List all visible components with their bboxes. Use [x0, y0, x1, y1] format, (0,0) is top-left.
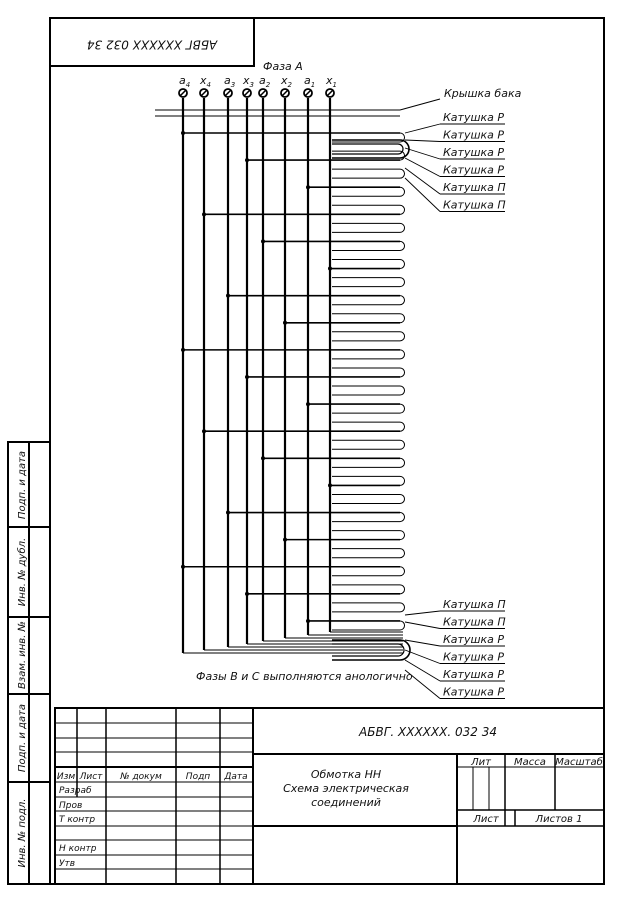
- bottom-coil-label: Катушка Р: [443, 685, 505, 699]
- coil-loop: [400, 494, 405, 503]
- mass-label: Масса: [514, 757, 546, 768]
- coil-leader: [405, 140, 440, 142]
- bottom-coil-leaders: [405, 598, 506, 699]
- junction-dot: [261, 239, 265, 243]
- coil-leader: [405, 158, 440, 177]
- coil-leader: [405, 622, 440, 629]
- junction-dot: [306, 402, 310, 406]
- side-strip: [8, 442, 50, 884]
- terminal-slash: [305, 90, 311, 96]
- terminal-slash: [244, 90, 250, 96]
- coil-loop: [400, 531, 405, 540]
- terminal-label: $a_2$: [259, 74, 271, 89]
- terminal-label: $a_4$: [179, 74, 191, 89]
- junction-dot: [245, 158, 249, 162]
- title-line-2: Схема электрическая: [283, 782, 409, 795]
- sheets-label: Листов 1: [535, 814, 583, 825]
- scale-label: Масштаб: [555, 757, 603, 768]
- tank-cover: [155, 99, 440, 116]
- top-coil-label: Катушка Р: [443, 163, 505, 177]
- coil-loop: [400, 296, 405, 305]
- top-coil-leaders: [405, 111, 506, 212]
- bottom-coil-label: Катушка Р: [443, 633, 505, 646]
- sheet-label: Лист: [473, 814, 499, 825]
- terminal-slash: [260, 90, 266, 96]
- terminal-slash: [327, 90, 333, 96]
- terminal-label: $a_3$: [224, 74, 236, 89]
- coil-leader: [405, 168, 440, 194]
- coil-leader: [405, 640, 440, 646]
- top-coil-loop: [332, 140, 409, 158]
- coil-loop: [400, 422, 405, 431]
- terminal-slash: [201, 90, 207, 96]
- col-doc: № докум: [120, 772, 162, 782]
- side-label-sign-date-2: Подп. и дата: [17, 703, 28, 773]
- junction-dot: [306, 619, 310, 623]
- terminal-labels: [179, 74, 337, 89]
- junction-dot: [181, 565, 185, 569]
- coil-loop: [400, 513, 405, 522]
- junction-dot: [283, 321, 287, 325]
- coil-loop: [400, 585, 405, 594]
- coil-loop: [400, 440, 405, 449]
- title-line-3: соединений: [311, 796, 381, 809]
- terminal-label: $a_1$: [304, 74, 316, 89]
- coil-loop: [400, 332, 405, 341]
- col-list: Лист: [79, 772, 103, 782]
- side-label-replace-inv: Взам. инв. №: [17, 621, 28, 689]
- row-tech-control: Т контр: [59, 815, 96, 825]
- bottom-coil-label: Катушка П: [443, 598, 506, 611]
- row-approved: Утв: [59, 859, 76, 869]
- lit-label: Лит: [471, 757, 491, 768]
- col-izm: Изм: [56, 772, 76, 782]
- coil-loop: [400, 404, 405, 413]
- top-coil-label: Катушка П: [443, 181, 506, 194]
- junction-dot: [202, 212, 206, 216]
- coil-loop: [400, 621, 405, 630]
- tank-cover-label: Крышка бака: [444, 87, 522, 100]
- junction-dot: [245, 375, 249, 379]
- coil-loop: [400, 278, 405, 287]
- side-label-dup-inv: Инв. № дубл.: [17, 537, 28, 607]
- junction-dot: [328, 483, 332, 487]
- junction-dot: [181, 131, 185, 135]
- bottom-coil-label: Катушка Р: [443, 650, 505, 664]
- junction-dot: [202, 429, 206, 433]
- junction-dot: [328, 267, 332, 271]
- coil-leader: [405, 178, 440, 212]
- junction-dot: [306, 185, 310, 189]
- coil-loop: [400, 169, 405, 178]
- bottom-coil-label: Катушка П: [443, 615, 506, 629]
- top-coil-label: Катушка Р: [443, 111, 505, 124]
- row-norm-control: Н контр: [59, 844, 97, 854]
- coil-loop: [400, 314, 405, 323]
- coil-loop: [400, 241, 405, 250]
- phase-title: Фаза А: [263, 60, 303, 73]
- terminal-label: $x_1$: [326, 74, 337, 89]
- coil-leader: [405, 124, 440, 133]
- terminal-slash: [225, 90, 231, 96]
- junction-dot: [181, 348, 185, 352]
- coil-loop: [400, 549, 405, 558]
- top-code-text: АБВГ XXXXXX 032 34: [86, 37, 218, 52]
- coil-loop: [400, 368, 405, 377]
- col-sign: Подп: [185, 772, 211, 782]
- coil-loop: [400, 386, 405, 395]
- bus-lines: [179, 89, 403, 653]
- coil-leader: [405, 650, 440, 664]
- junction-dot: [226, 511, 230, 515]
- row-checked: Пров: [59, 801, 83, 811]
- coil-loop: [400, 350, 405, 359]
- col-date: Дата: [224, 772, 248, 782]
- top-coil-label: Катушка П: [443, 198, 506, 212]
- coil-loop: [400, 260, 405, 269]
- coil-loop: [400, 603, 405, 612]
- terminal-label: $x_2$: [281, 74, 292, 89]
- top-coil-label: Катушка Р: [443, 146, 505, 159]
- terminal-label: $x_4$: [200, 74, 211, 89]
- coil-loop: [400, 223, 405, 232]
- top-coil-label: Катушка Р: [443, 128, 505, 142]
- junction-dot: [283, 538, 287, 542]
- top-coil-loop-inner: [332, 144, 403, 154]
- terminal-slash: [180, 90, 186, 96]
- coil-loop: [400, 476, 405, 485]
- row-developed: Разраб: [59, 786, 92, 796]
- terminal-label: $x_3$: [243, 74, 254, 89]
- junction-dot: [245, 592, 249, 596]
- coil-loop: [400, 205, 405, 214]
- terminal-slash: [282, 90, 288, 96]
- coil-loop: [400, 187, 405, 196]
- side-label-orig-inv: Инв. № подл.: [17, 798, 28, 868]
- phases-note: Фазы В и С выполняются анологично: [196, 670, 413, 683]
- coil-lines: [181, 131, 410, 660]
- coil-leader: [405, 148, 440, 159]
- doc-code: АБВГ. XXXXXX. 032 34: [359, 725, 497, 739]
- junction-dot: [261, 456, 265, 460]
- coil-leader: [405, 611, 440, 615]
- side-label-sign-date-1: Подп. и дата: [17, 450, 28, 520]
- junction-dot: [226, 294, 230, 298]
- coil-loop: [400, 567, 405, 576]
- bottom-coil-label: Катушка Р: [443, 668, 505, 681]
- coil-loop: [400, 458, 405, 467]
- title-line-1: Обмотка НН: [310, 768, 382, 781]
